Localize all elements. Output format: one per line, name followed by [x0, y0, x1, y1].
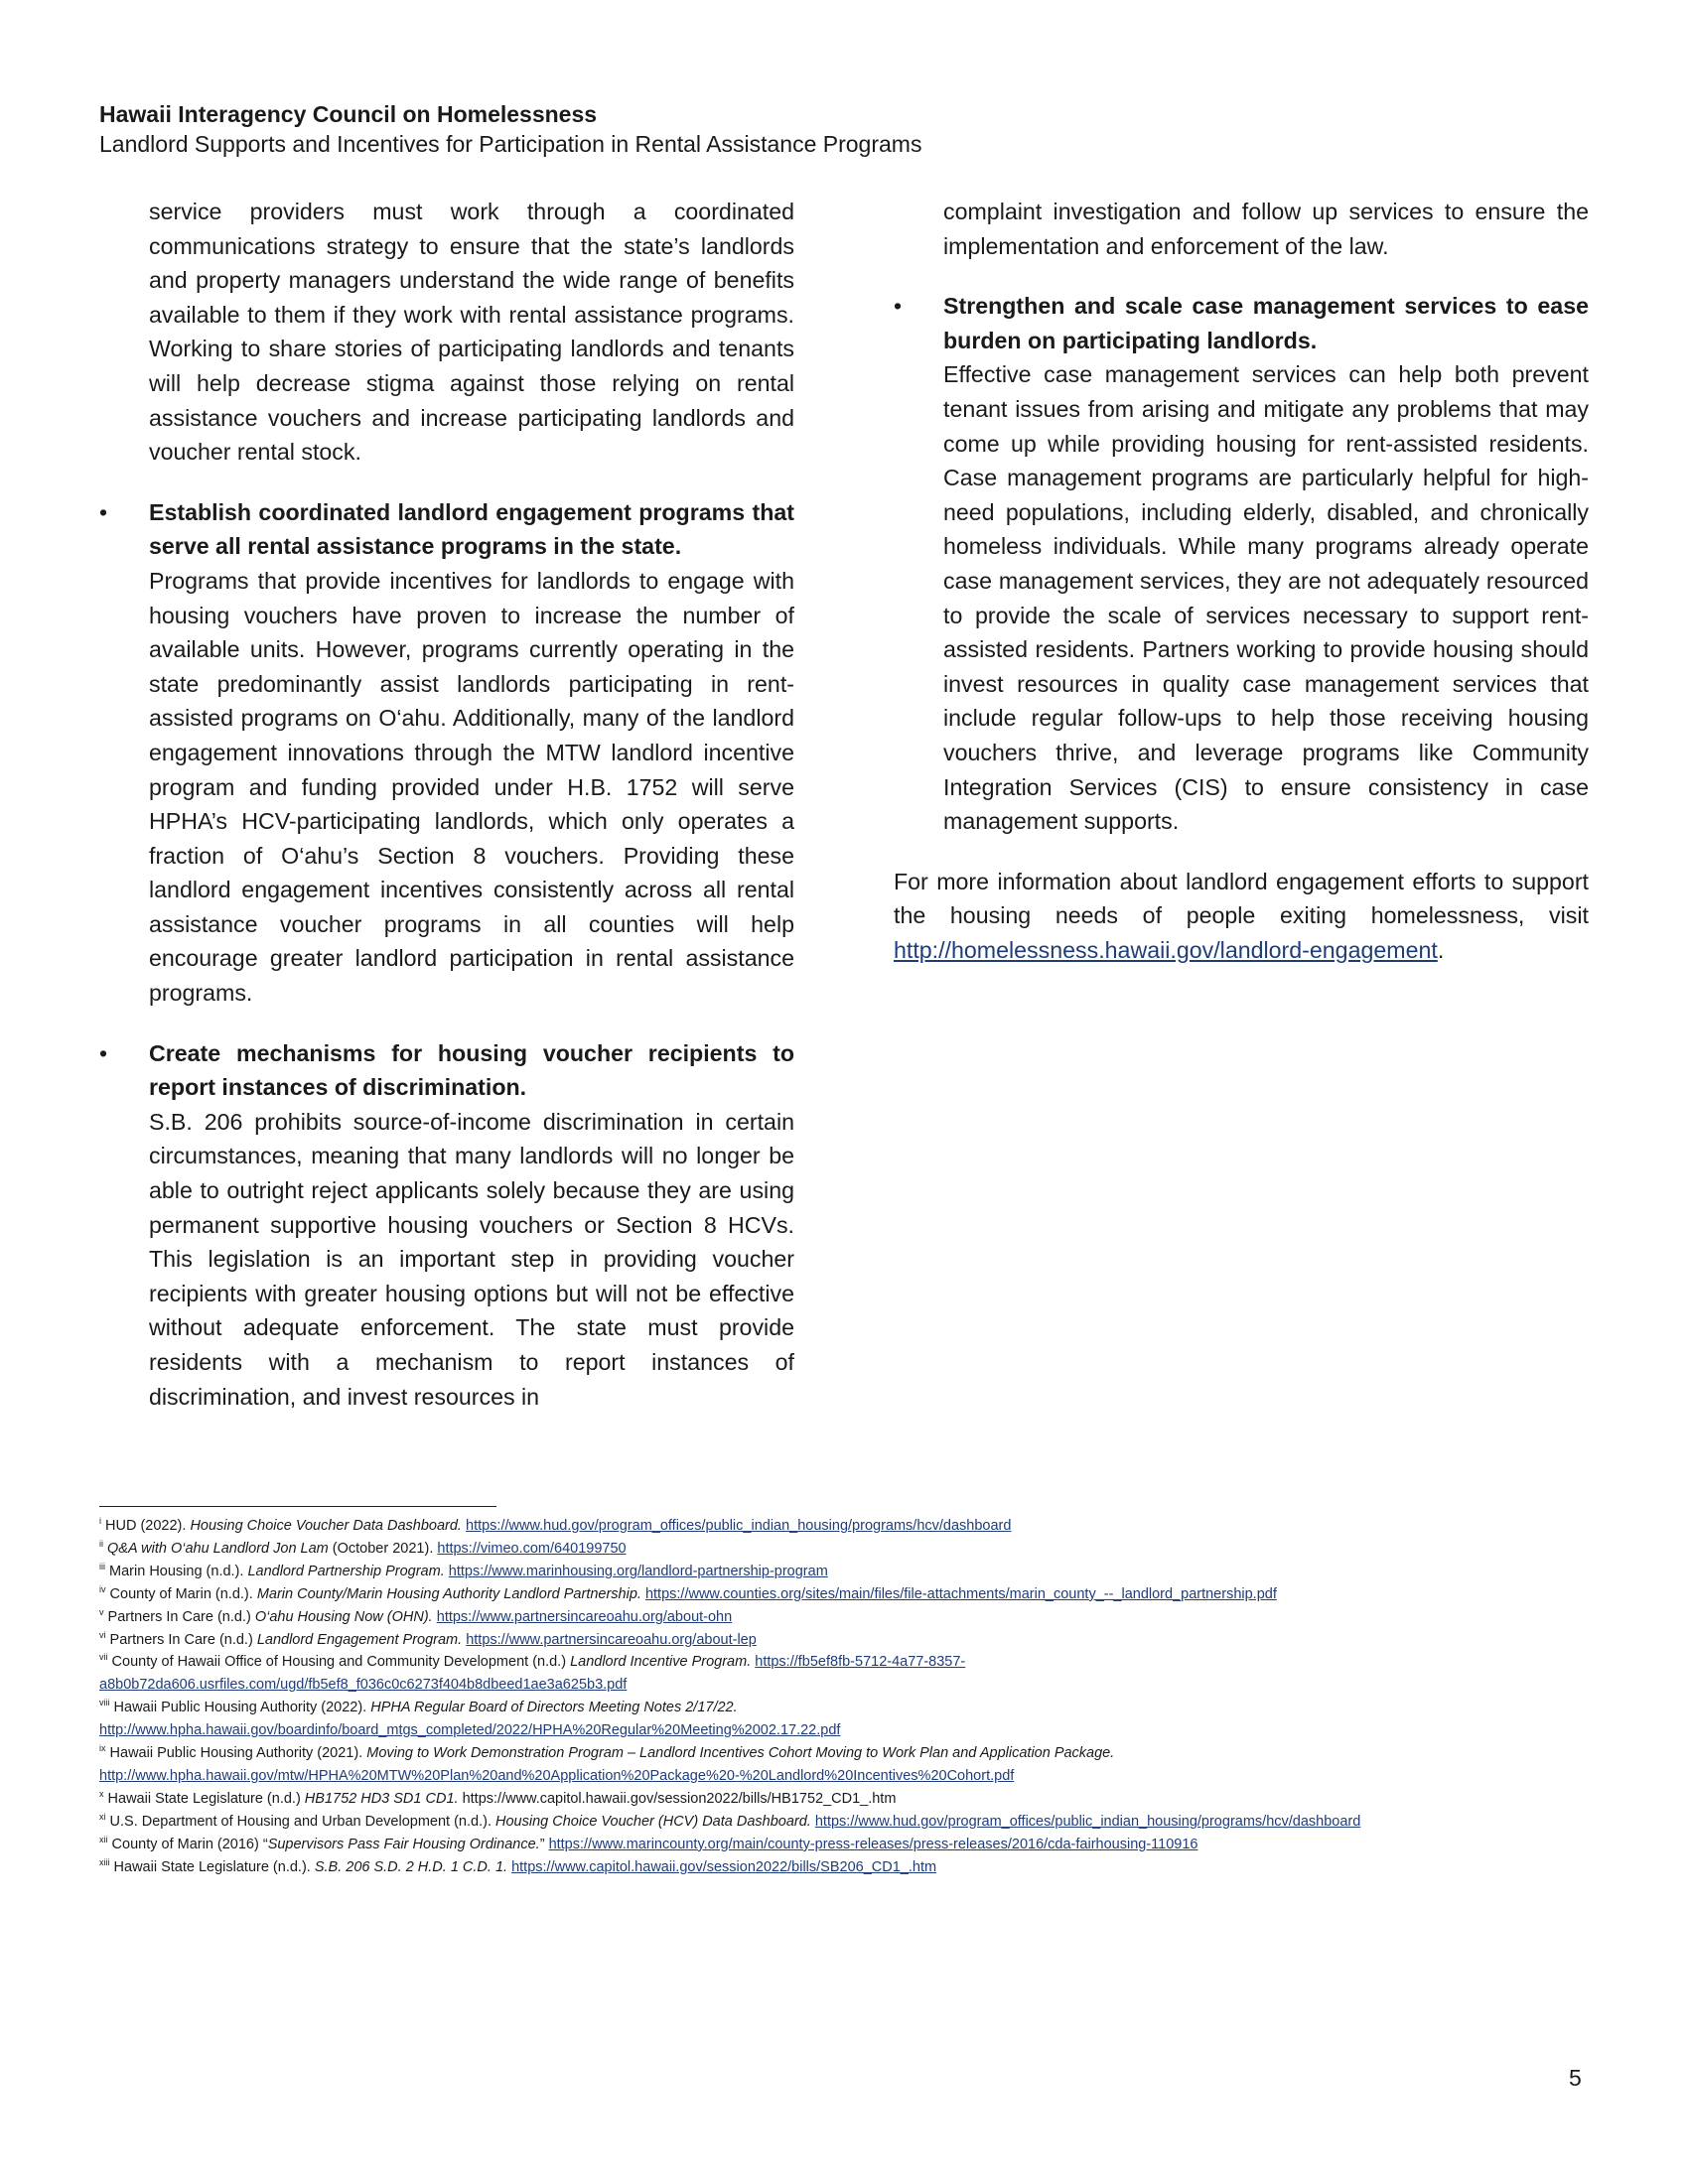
footnote-text: U.S. Department of Housing and Urban Development (n.d.). — [109, 1813, 496, 1830]
bullet-case-management — [894, 289, 1589, 839]
footnote-text: Hawaii Public Housing Authority (2021). — [109, 1745, 367, 1762]
footnote-title: Landlord Engagement Program. — [256, 1631, 463, 1648]
organization-name: Hawaii Interagency Council on Homelessness — [99, 101, 598, 127]
footnote-mark: i — [99, 1516, 101, 1527]
footnote-text: (October 2021). — [328, 1540, 438, 1557]
footnote-xiii — [99, 1856, 1609, 1879]
footnote-text: Partners In Care (n.d.) — [107, 1608, 255, 1625]
footnote-mark: ix — [99, 1743, 106, 1754]
footnote-text: Hawaii State Legislature (n.d.) — [107, 1790, 305, 1807]
footnote-iii — [99, 1561, 1609, 1583]
footnotes — [99, 1515, 1609, 1879]
footnote-divider — [99, 1506, 496, 1507]
footnote-text: Hawaii Public Housing Authority (2022). — [113, 1700, 371, 1716]
footnote-mark: ii — [99, 1539, 103, 1550]
footnote-x — [99, 1788, 1609, 1811]
footnote-viii — [99, 1697, 1609, 1719]
footnote-mark: xi — [99, 1811, 106, 1822]
footnote-text: https://www.capitol.hawaii.gov/session2022/bills/HB1752_CD1_.htm — [458, 1790, 897, 1807]
footnote-text: Hawaii State Legislature (n.d.). — [113, 1858, 315, 1875]
footnote-text: HUD (2022). — [105, 1518, 191, 1534]
footnote-xi — [99, 1811, 1609, 1834]
footnote-text: Partners In Care (n.d.) — [109, 1631, 257, 1648]
footnote-text: ” — [539, 1836, 549, 1852]
page-number: 5 — [1569, 2065, 1582, 2091]
intro-paragraph: service providers must work through a coordinated communications strategy to ensure that the state’s landlords and property managers understand the wide range of benefits available to them if they work with rental assistance programs. Working to share stories of participating landlords and tenants will help decrease stigma against those relying on rental assistance vouchers and increase participating landlords and voucher rental stock. — [149, 199, 794, 466]
footnote-title: Housing Choice Voucher (HCV) Data Dashboard. — [495, 1813, 811, 1830]
bullet-discrimination — [99, 1036, 794, 1415]
footnote-link[interactable]: https://www.capitol.hawaii.gov/session2022/bills/SB206_CD1_.htm — [511, 1858, 937, 1875]
footnote-link[interactable]: https://vimeo.com/640199750 — [437, 1540, 627, 1557]
right-column — [894, 195, 1589, 967]
bullet-icon: • — [894, 293, 903, 320]
footnote-link[interactable]: https://www.partnersincareoahu.org/about-ohn — [436, 1608, 733, 1625]
footnote-ix — [99, 1742, 1609, 1765]
footnote-text: County of Marin (2016) “ — [111, 1836, 268, 1852]
footnote-title: O‘ahu Housing Now (OHN). — [254, 1608, 433, 1625]
footnote-text: County of Marin (n.d.). — [109, 1585, 257, 1602]
footnote-v — [99, 1606, 1609, 1629]
footnote-xii — [99, 1834, 1609, 1856]
bullet-title: Establish coordinated landlord engagement programs that serve all rental assistance programs in the state. — [149, 498, 794, 560]
footnote-title: Landlord Partnership Program. — [247, 1563, 445, 1579]
footnote-title: HB1752 HD3 SD1 CD1. — [304, 1790, 459, 1807]
footnote-mark: xii — [99, 1834, 108, 1844]
footnote-title: Supervisors Pass Fair Housing Ordinance. — [267, 1836, 540, 1852]
footnote-vii-cont — [99, 1674, 1609, 1697]
footnote-link[interactable]: https://www.partnersincareoahu.org/about-lep — [466, 1631, 757, 1648]
footnote-mark: vii — [99, 1652, 108, 1663]
footnote-iv — [99, 1583, 1609, 1606]
more-info-period: . — [1437, 936, 1445, 963]
footnote-title: Q&A with O‘ahu Landlord Jon Lam — [107, 1540, 329, 1557]
footnote-mark: x — [99, 1789, 104, 1800]
footnote-mark: v — [99, 1606, 104, 1617]
footnote-vi — [99, 1629, 1609, 1652]
more-info-paragraph — [894, 865, 1589, 968]
bullet-icon: • — [99, 498, 108, 525]
footnote-link[interactable]: https://fb5ef8fb-5712-4a77-8357- — [755, 1654, 966, 1671]
footnote-link[interactable]: https://www.marincounty.org/main/county-press-releases/press-releases/2016/cda-fairhousing-110916 — [548, 1836, 1198, 1852]
footnote-title: HPHA Regular Board of Directors Meeting Notes 2/17/22. — [370, 1700, 738, 1716]
footnote-link[interactable]: https://www.marinhousing.org/landlord-partnership-program — [448, 1563, 828, 1579]
bullet-body: S.B. 206 prohibits source-of-income discrimination in certain circumstances, meaning that many landlords will no longer be able to outright reject applicants solely because they are using permanent supportive housing vouchers or Section 8 HCVs. This legislation is an important step in providing voucher recipients with greater housing options but will not be effective without adequate enforcement. The state must provide residents with a mechanism to report instances of discrimination, and invest resources in — [149, 1108, 794, 1410]
footnote-title: Marin County/Marin Housing Authority Landlord Partnership. — [256, 1585, 641, 1602]
footnote-title: S.B. 206 S.D. 2 H.D. 1 C.D. 1. — [314, 1858, 508, 1875]
footnote-link[interactable]: https://www.counties.org/sites/main/files/file-attachments/marin_county_--_landlord_partnership.pdf — [644, 1585, 1277, 1602]
bullet-title: Create mechanisms for housing voucher recipients to report instances of discrimination. — [149, 1039, 794, 1101]
footnote-mark: iv — [99, 1583, 106, 1594]
footnote-text: County of Hawaii Office of Housing and Community Development (n.d.) — [111, 1654, 571, 1671]
more-info-text: For more information about landlord engagement efforts to support the housing needs of people exiting homelessness, visit — [894, 868, 1589, 929]
footnote-link[interactable]: http://www.hpha.hawaii.gov/boardinfo/board_mtgs_completed/2022/HPHA%20Regular%20Meeting%2002.17.22.pdf — [99, 1722, 841, 1739]
footnote-text: Marin Housing (n.d.). — [109, 1563, 248, 1579]
footnote-title: Landlord Incentive Program. — [570, 1654, 752, 1671]
bullet-body: Programs that provide incentives for landlords to engage with housing vouchers have proven to increase the number of available units. However, programs currently operating in the state predominantly assist landlords participating in rent-assisted programs on O‘ahu. Additionally, many of the landlord engagement innovations through the MTW landlord incentive program and funding provided under H.B. 1752 will serve HPHA’s HCV-participating landlords, which only operates a fraction of O‘ahu’s Section 8 vouchers. Providing these landlord engagement incentives consistently across all rental assistance voucher programs in all counties will help encourage greater landlord participation in rental assistance programs. — [149, 567, 794, 1007]
footnote-i — [99, 1515, 1609, 1538]
landlord-engagement-link[interactable]: http://homelessness.hawaii.gov/landlord-engagement — [894, 936, 1438, 963]
footnote-link[interactable]: https://www.hud.gov/program_offices/public_indian_housing/programs/hcv/dashboard — [466, 1518, 1012, 1534]
footnote-mark: xiii — [99, 1856, 110, 1867]
footnote-viii-cont — [99, 1719, 1609, 1742]
footnote-ix-cont — [99, 1765, 1609, 1788]
page-header — [99, 99, 1589, 159]
footnote-mark: viii — [99, 1698, 110, 1708]
footnote-mark: iii — [99, 1561, 105, 1571]
bullet-title: Strengthen and scale case management services to ease burden on participating landlords. — [943, 293, 1589, 353]
footnote-link[interactable]: http://www.hpha.hawaii.gov/mtw/HPHA%20MTW%20Plan%20and%20Application%20Package%20-%20Landlord%20Incentives%20Cohort.pdf — [99, 1767, 1015, 1784]
footnote-link[interactable]: https://www.hud.gov/program_offices/public_indian_housing/programs/hcv/dashboard — [814, 1813, 1361, 1830]
bullet-icon: • — [99, 1039, 108, 1066]
footnote-link[interactable]: a8b0b72da606.usrfiles.com/ugd/fb5ef8_f036c0c6273f404b8dbeed1ae3a625b3.pdf — [99, 1677, 628, 1694]
continuation-paragraph: complaint investigation and follow up services to ensure the implementation and enforcement of the law. — [943, 199, 1589, 259]
footnote-mark: vi — [99, 1629, 106, 1640]
document-subtitle: Landlord Supports and Incentives for Participation in Rental Assistance Programs — [99, 131, 922, 157]
footnote-title: Moving to Work Demonstration Program – Landlord Incentives Cohort Moving to Work Plan and Application Package. — [366, 1745, 1115, 1762]
bullet-landlord-engagement — [99, 495, 794, 1011]
footnote-ii — [99, 1538, 1609, 1561]
left-column — [99, 195, 794, 1414]
footnote-vii — [99, 1651, 1609, 1674]
bullet-body: Effective case management services can help both prevent tenant issues from arising and mitigate any problems that may come up while providing housing for rent-assisted residents. Case management programs are particularly helpful for high-need populations, including elderly, disabled, and chronically homeless individuals. While many programs already operate case management services, they are not adequately resourced to provide the scale of services necessary to support rent-assisted residents. Partners working to provide housing should invest resources in quality case management services that include regular follow-ups to help those receiving housing vouchers thrive, and leverage programs like Community Integration Services (CIS) to ensure consistency in case management supports. — [943, 361, 1589, 835]
footnote-title: Housing Choice Voucher Data Dashboard. — [190, 1518, 462, 1534]
